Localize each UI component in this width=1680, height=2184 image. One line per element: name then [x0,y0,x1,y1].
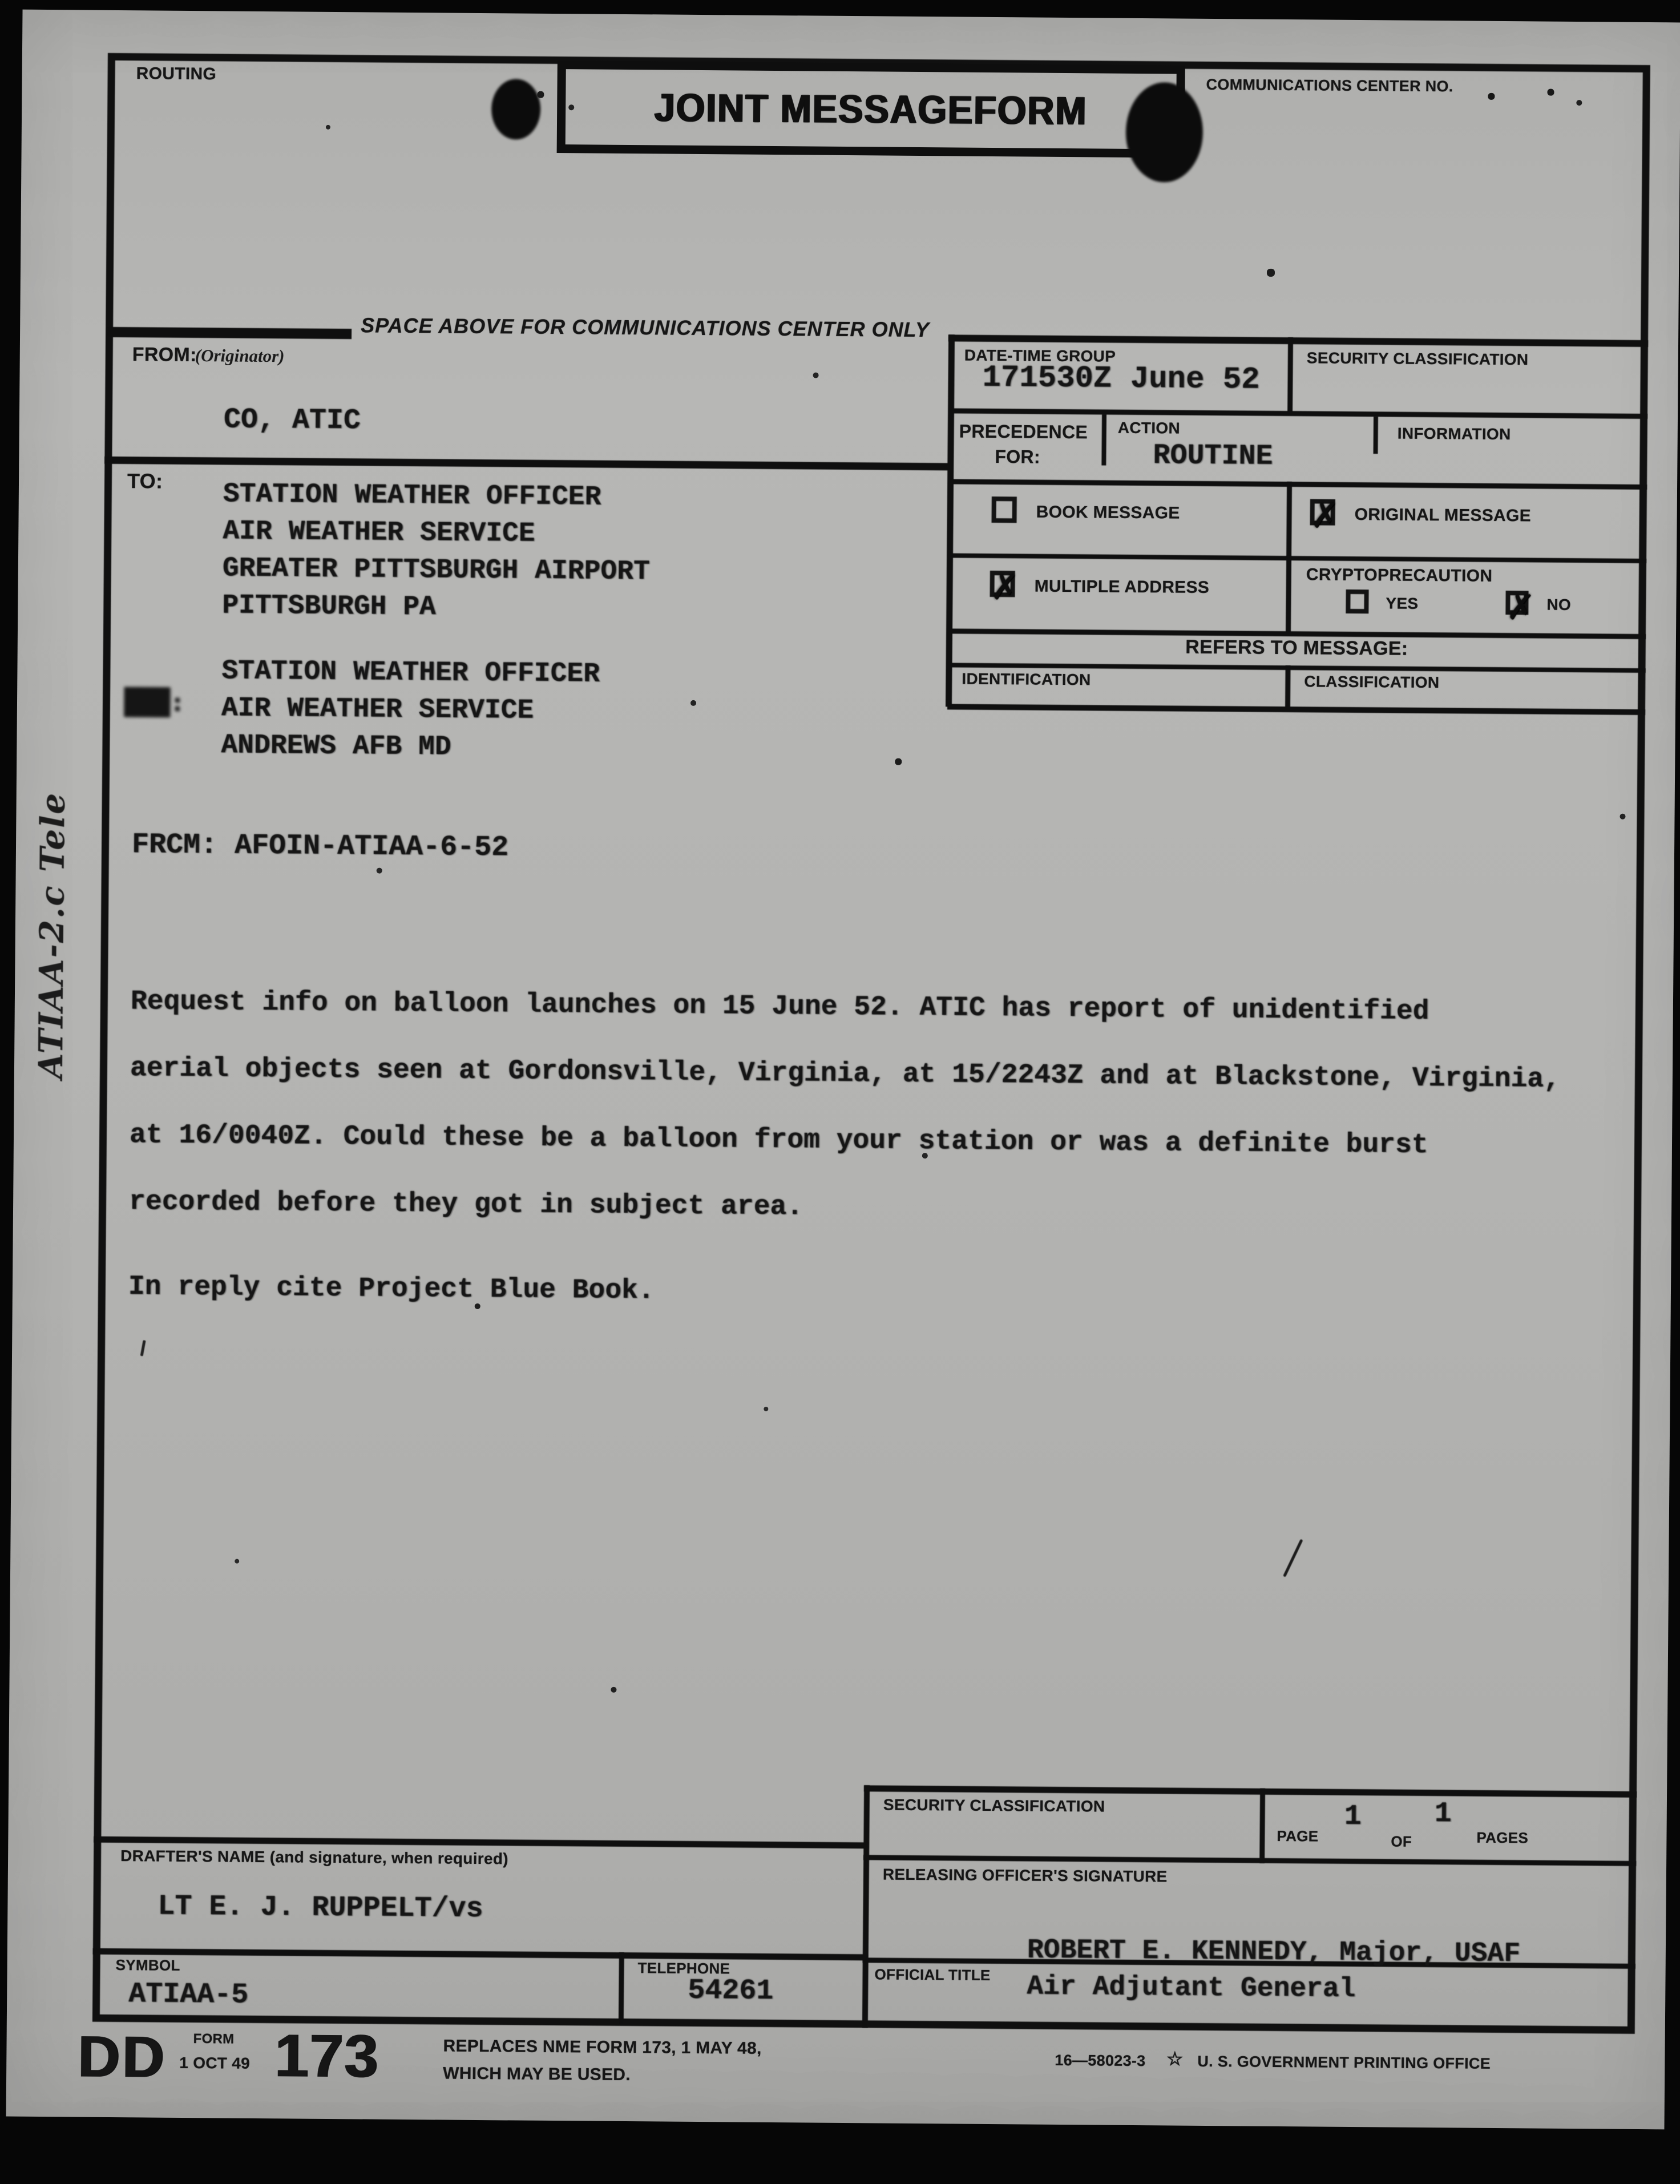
symbol-value: ATIAA-5 [128,1978,249,2012]
security-classification-label: SECURITY CLASSIFICATION [1306,349,1529,369]
ink-blot [1125,82,1203,183]
gpo-label: U. S. GOVERNMENT PRINTING OFFICE [1197,2052,1491,2072]
official-name-value: ROBERT E. KENNEDY, Major, USAF [1027,1935,1521,1970]
book-message-label: BOOK MESSAGE [1036,502,1180,523]
star-icon: ☆ [1166,2048,1184,2069]
panel-col-divider [1286,556,1291,633]
precedence-label: PRECEDENCE [959,421,1088,443]
form-word-label: FORM [193,2031,235,2047]
scanned-document-sheet [6,10,1680,2130]
form-title-box [557,60,1185,158]
releasing-officer-label: RELEASING OFFICER'S SIGNATURE [882,1865,1168,1886]
multiple-address-label: MULTIPLE ADDRESS [1034,576,1210,598]
handwritten-margin-note: ATIAA-2.c Tele [31,792,72,1079]
drafter-name-label: DRAFTER'S NAME (and signature, when required) [120,1847,509,1868]
action-col-divider [1101,414,1106,466]
action-value: ROUTINE [1153,439,1273,473]
form-number: 173 [274,2022,379,2090]
cryptoprecaution-label: CRYPTOPRECAUTION [1306,565,1493,586]
form-title: JOINT MESSAGEFORM [654,85,1088,134]
to-address-line: GREATER PITTSBURGH AIRPORT [222,553,650,588]
from-value: CO, ATIC [223,403,361,438]
message-line: In reply cite Project Blue Book. [128,1271,655,1307]
classification-label: CLASSIFICATION [1304,672,1440,692]
to-address-line: STATION WEATHER OFFICER [223,479,601,513]
date-time-group-label: DATE-TIME GROUP [964,346,1116,365]
comm-center-label: COMMUNICATIONS CENTER NO. [1206,75,1453,95]
book-message-checkbox [992,496,1017,523]
page-number: 1 [1344,1800,1362,1834]
identification-label: IDENTIFICATION [962,669,1091,689]
to-address-line: AIR WEATHER SERVICE [223,516,535,550]
page-label: PAGE [1277,1827,1319,1845]
telephone-value: 54261 [688,1974,774,2008]
symbol-label: SYMBOL [115,1956,180,1974]
message-line: Request info on balloon launches on 15 June 52. ATIC has report of unidentified [130,986,1429,1028]
of-label: OF [1391,1832,1412,1850]
refers-to-message-label: REFERS TO MESSAGE: [1185,636,1408,660]
replaces-note-line2: WHICH MAY BE USED. [443,2064,631,2085]
bottom-security-classification-label: SECURITY CLASSIFICATION [883,1795,1105,1815]
multiple-address-checkbox [990,571,1015,597]
original-message-label: ORIGINAL MESSAGE [1354,505,1532,526]
space-above-note: SPACE ABOVE FOR COMMUNICATIONS CENTER ONLY [361,313,930,342]
info-label-overstruck: ███: [124,688,185,717]
information-col-divider [1374,416,1379,454]
crypto-no-label: NO [1546,595,1572,613]
info-address-line: AIR WEATHER SERVICE [221,693,534,726]
info-address-line: ANDREWS AFB MD [221,730,451,763]
message-from-line: FRCM: AFOIN-ATIAA-6-52 [131,829,509,865]
telephone-label: TELEPHONE [637,1959,730,1977]
space-above-bar [107,327,352,339]
message-line: aerial objects seen at Gordonsville, Virginia, at 15/2243Z and at Blackstone, Virginia, [130,1053,1561,1095]
information-label: INFORMATION [1397,424,1511,443]
pages-number: 1 [1434,1798,1452,1831]
date-time-group-value: 171530Z June 52 [982,360,1260,398]
crypto-no-checkbox [1505,591,1528,615]
panel-col-divider [1285,665,1291,708]
original-message-checkbox [1310,499,1335,525]
official-title-value: Air Adjutant General [1027,1971,1356,2005]
form-date-label: 1 OCT 49 [179,2053,251,2072]
dd-form-mark: DD [77,2024,167,2090]
routing-label: ROUTING [136,64,217,84]
drafter-name-value: LT E. J. RUPPELT/vs [158,1890,483,1926]
crypto-yes-checkbox [1346,590,1368,613]
crypto-yes-label: YES [1386,594,1419,612]
page-cell-divider [1259,1789,1265,1863]
panel-col-divider [1287,337,1293,413]
print-code: 16—58023-3 [1055,2051,1146,2070]
ink-dot-stamp [491,79,541,140]
panel-col-divider [1286,482,1292,558]
precedence-for-label: FOR: [995,446,1040,467]
to-label: TO: [127,469,163,493]
action-label: ACTION [1117,418,1181,437]
message-line: at 16/0040Z. Could these be a balloon from your station or was a definite burst [129,1120,1428,1161]
from-label: FROM: [132,344,197,366]
message-line: recorded before they got in subject area. [128,1186,803,1223]
replaces-note-line1: REPLACES NME FORM 173, 1 MAY 48, [443,2036,762,2058]
from-originator-note: (Originator) [195,345,285,366]
official-title-label: OFFICIAL TITLE [874,1965,991,1984]
info-address-line: STATION WEATHER OFFICER [221,656,600,690]
pages-label: PAGES [1476,1828,1529,1847]
telephone-cell-divider [619,1952,624,2024]
to-address-line: PITTSBURGH PA [222,590,437,623]
